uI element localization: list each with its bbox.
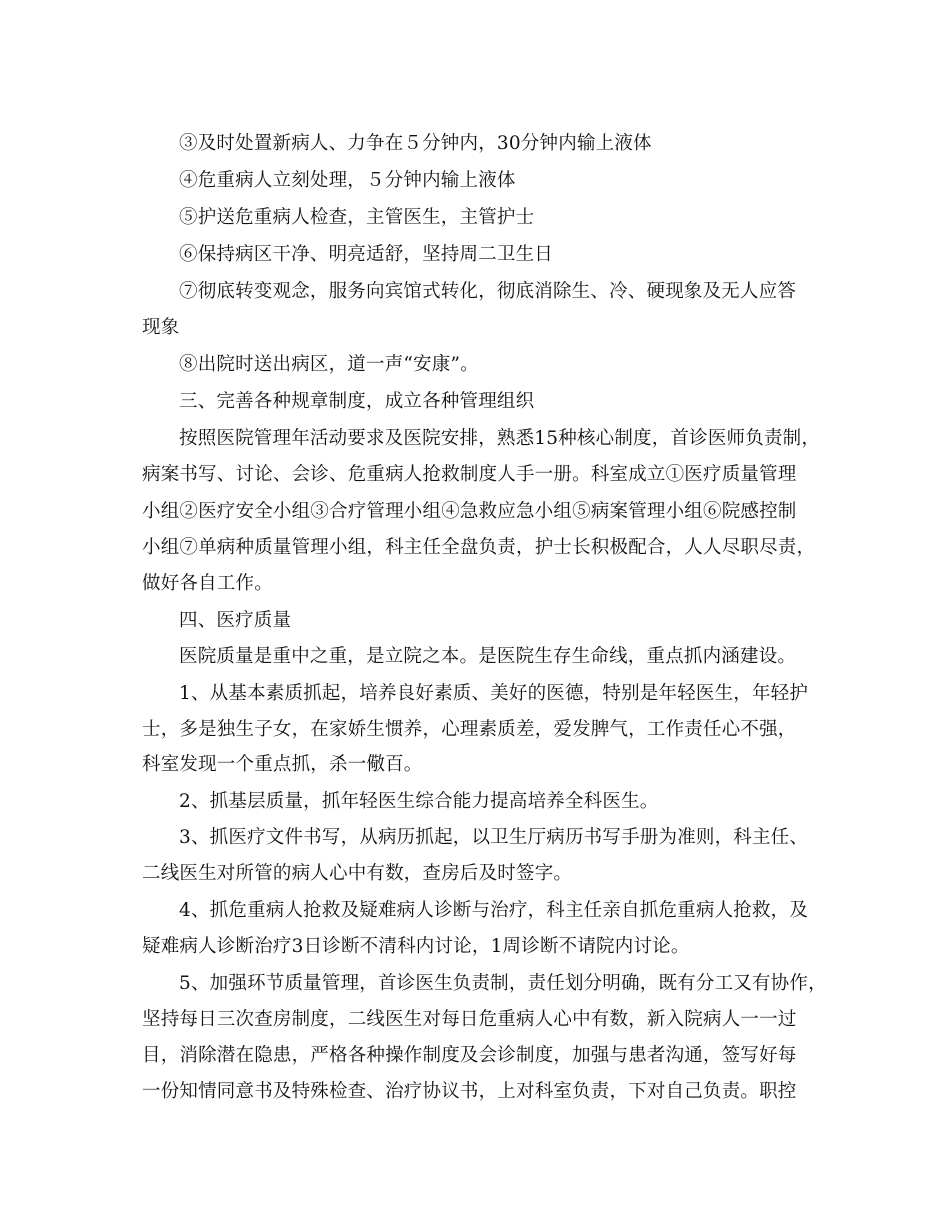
list-item-6: ⑥保持病区干净、明亮适舒，坚持周二卫生日 (179, 244, 554, 265)
section-heading-3: 三、完善各种规章制度，成立各种管理组织 (179, 391, 535, 412)
paragraph-line: 4、抓危重病人抢救及疑难病人诊断与治疗，科主任亲自抓危重病人抢救，及 (179, 900, 809, 921)
list-item-8: ⑧出院时送出病区，道一声“安康”。 (179, 354, 479, 375)
list-item-7-continued: 现象 (142, 317, 180, 338)
paragraph-line: 二线医生对所管的病人心中有数，查房后及时签字。 (142, 863, 573, 884)
paragraph-line: 士，多是独生子女，在家娇生惯养，心理素质差，爱发脾气，工作责任心不强， (142, 719, 797, 740)
paragraph-line: 病案书写、讨论、会诊、危重病人抢救制度人手一册。科室成立①医疗质量管理 (142, 464, 797, 485)
paragraph-line: 坚持每日三次查房制度，二线医生对每日危重病人心中有数，新入院病人一一过 (142, 1009, 797, 1030)
paragraph-line: 2、抓基层质量，抓年轻医生综合能力提高培养全科医生。 (179, 791, 659, 812)
list-item-5: ⑤护送危重病人检查，主管医生，主管护士 (179, 207, 535, 228)
paragraph-line: 医院质量是重中之重，是立院之本。是医院生存生命线，重点抓内涵建设。 (179, 646, 797, 667)
list-item-3: ③及时处置新病人、力争在５分钟内，30分钟内输上液体 (179, 133, 652, 154)
paragraph-line: 3、抓医疗文件书写，从病历抓起，以卫生厅病历书写手册为准则，科主任、 (179, 827, 809, 848)
paragraph-line: 目，消除潜在隐患，严格各种操作制度及会诊制度，加强与患者沟通，签写好每 (142, 1045, 797, 1066)
section-heading-4: 四、医疗质量 (179, 610, 292, 631)
paragraph-line: 科室发现一个重点抓，杀一儆百。 (142, 754, 423, 775)
paragraph-line: 1、从基本素质抓起，培养良好素质、美好的医德，特别是年轻医生，年轻护 (179, 683, 809, 704)
paragraph-line: 做好各自工作。 (142, 573, 273, 594)
paragraph-line: 5、加强环节质量管理，首诊医生负责制，责任划分明确，既有分工又有协作， (179, 973, 827, 994)
paragraph-line: 小组⑦单病种质量管理小组，科主任全盘负责，护士长积极配合，人人尽职尽责， (142, 537, 816, 558)
list-item-7: ⑦彻底转变观念，服务向宾馆式转化，彻底消除生、冷、硬现象及无人应答 (179, 281, 797, 302)
paragraph-line: 按照医院管理年活动要求及医院安排，熟悉15种核心制度，首诊医师负责制， (179, 428, 821, 449)
paragraph-line: 小组②医疗安全小组③合疗管理小组④急救应急小组⑤病案管理小组⑥院感控制 (142, 501, 797, 522)
list-item-4: ④危重病人立刻处理，５分钟内输上液体 (179, 170, 516, 191)
paragraph-line: 一份知情同意书及特殊检查、治疗协议书，上对科室负责，下对自己负责。职控 (142, 1081, 797, 1102)
paragraph-line: 疑难病人诊断治疗3日诊断不清科内讨论，1周诊断不请院内讨论。 (142, 936, 690, 957)
